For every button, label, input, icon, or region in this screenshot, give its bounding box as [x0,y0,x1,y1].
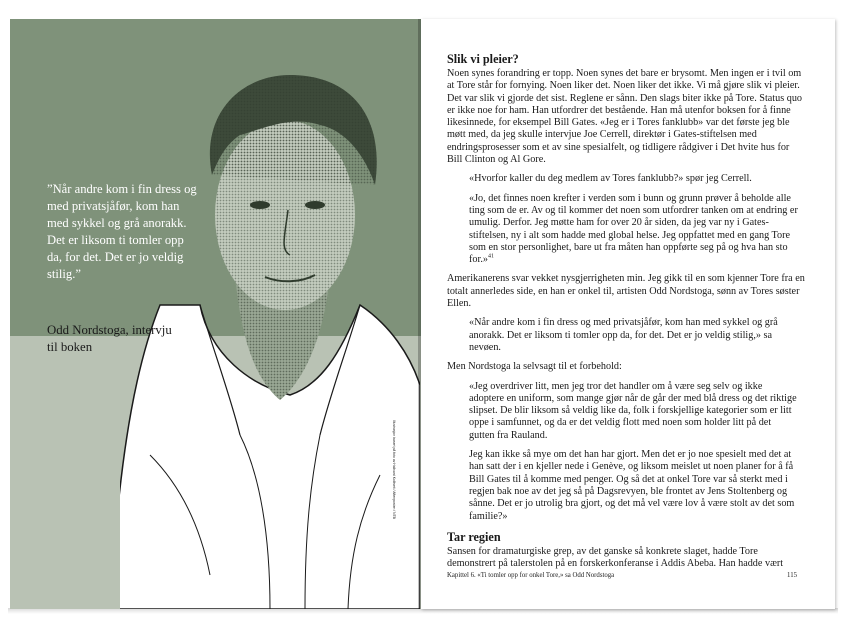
footnote-marker: 41 [487,253,494,260]
paragraph: Amerikanerens svar vekket nysgjerrigheten min. Jeg gikk til en som kjenner Tore fra en totalt annerledes side, en han er onkel til, artisten Odd Nordstoga, sønn av Tores søster Ellen. [447,273,805,310]
pull-quote-source: Odd Nordstoga, intervju til boken [47,323,172,354]
block-quote: «Hvorfor kaller du deg medlem av Tores fanklubb?» spør jeg Cerrell. [469,173,752,185]
page-number: 115 [787,572,797,579]
paragraph: Men Nordstoga la selvsagt til et forbehold: [447,361,622,373]
block-quote: «Når andre kom i fin dress og med privatsjåfør, kom han med sykkel og grå anorakk. Det er liksom ti tomler opp da, for det. Det er jo veldig stilig,» sa nevøen. [469,317,778,353]
illustration-credit: Illustrasjon basert på foto av Hallvard Kolltveit / Aftenposten / NTB [392,420,396,519]
pull-quote: ”Når andre kom i fin dress og med privatsjåfør, kom han med sykkel og grå anorakk. Det er liksom ti tomler opp da, for det. Det er jo veldig stilig.” [47,182,197,281]
running-title: Kapittel 6. «Ti tomler opp for onkel Tore,» sa Odd Nordstoga [447,572,615,579]
section-heading: Tar regien [447,529,501,544]
paragraph: Noen synes forandring er topp. Noen synes det bare er brysomt. Men ingen er i tvil om at Tore står for fornying. Noen liker det. Noen liker det ikke. Vi må gjøre slik vi pleier. Det var slik vi gjorde det sist. Reglene er sånn. Den slags biter ikke på Tore. Status quo er ikke noe for ham. Han utfordrer det bestående. Han må utenfor boksen for å finne likesinnede, for eksempel Bill Gates. «Jeg er i Tores fanklubb» var det første jeg ble møtt med, da jeg skulle intervjue Joe Cerrell, direktør i Gates-stiftelsen med endringsprosesser som et av sine spesialfelt, og tidligere rådgiver i Det hvite hus for Bill Clinton og Al Gore. [447,68,803,166]
block-quote: Jeg kan ikke så mye om det han har gjort. Men det er jo noe spesielt med det at han satt der i en kjeller nede i Genève, og liksom meislet ut noen planer for å få Bill Gates til å komme med penger. Og så det at onkel Tore var så sterkt med i regjen bak noe av det jeg så på Dagsrevyen, ble frontet av Jens Stoltenberg og sånne. Det er jo utrolig bra gjort, og det må vel være lov å være stolt av det som familie?» [469,449,795,522]
block-quote: «Jeg overdriver litt, men jeg tror det handler om å være seg selv og ikke adoptere en uniform, som mange gjør når de går der med blå dress og det riktige slipset. De blir liksom så veldig like da, folk i forskjellige kategorier som er litt oppe i samfunnet, og da er det veldig flott med noen som holder litt på det gutten fra Rauland. [469,380,797,441]
section-heading: Slik vi pleier? [447,52,519,66]
block-quote [447,193,807,267]
page-footer [447,572,797,579]
right-page-body [447,52,807,572]
paragraph: Sansen for dramaturgiske grep, av det ganske så konkrete slaget, hadde Tore demonstrert på talerstolen på en forskerkonferanse i Addis Abeba. Han hadde vært [447,545,784,570]
block-quote-text: «Jo, det finnes noen krefter i verden som i bunn og grunn prøver å beholde alle ting som de er. Av og til kommer det noen som utfordrer tanken om at endring er umulig. Derfor. Jeg møtte ham for over 20 år siden, da jeg var ny i Gates-stiftelsen, ny i alt som hadde med global helse. Jeg oppfattet med en gang Tore som en stor personlighet, bare ut fra måten han oppførte seg på og hva han sto for.» [469,192,798,266]
